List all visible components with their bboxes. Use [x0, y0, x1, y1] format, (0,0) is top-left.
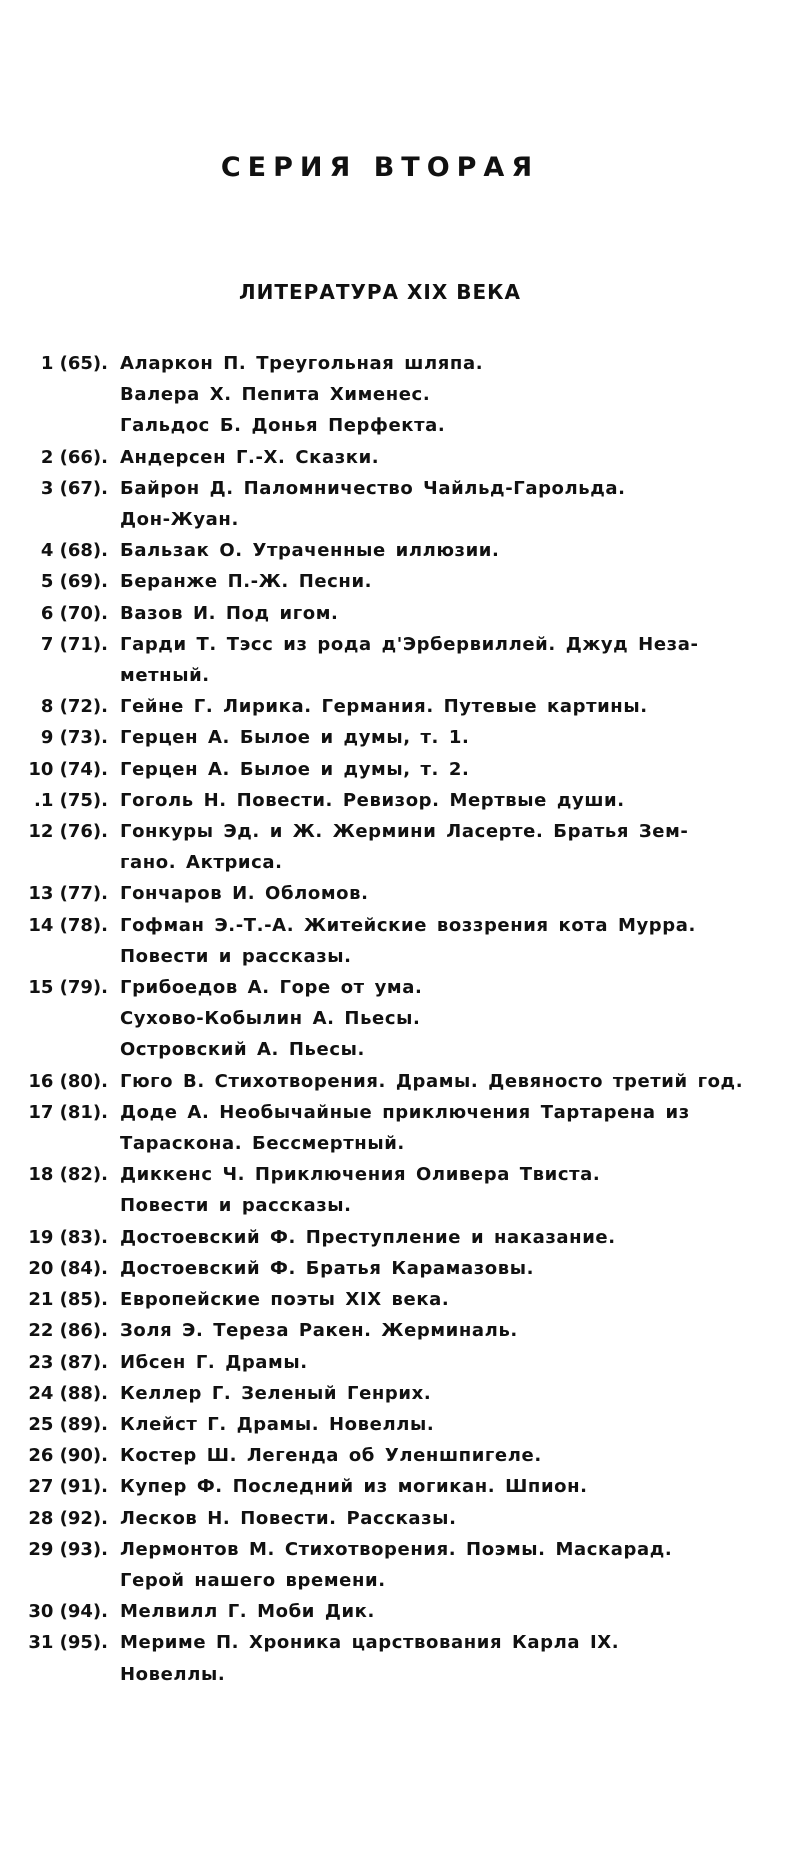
entry-line: Мериме П. Хроника царствования Карла IX.	[120, 1632, 620, 1654]
list-item	[12, 972, 782, 1066]
section-title: ЛИТЕРАТУРА XIX ВЕКА	[239, 280, 521, 304]
entry-line: Гончаров И. Обломов.	[120, 883, 369, 905]
entry-text	[108, 1159, 782, 1221]
list-item	[12, 722, 782, 753]
entry-number: 18 (82).	[28, 1164, 108, 1186]
entry-line: Гарди Т. Тэсс из рода д'Эрбервиллей. Джуд Неза-	[120, 633, 699, 655]
entry-line: Ибсен Г. Драмы.	[120, 1351, 308, 1373]
entry-text	[108, 1253, 782, 1284]
list-item	[12, 473, 782, 535]
entry-text	[108, 1066, 782, 1097]
list-item	[12, 691, 782, 722]
entry-number: 29 (93).	[28, 1538, 108, 1560]
entry-text	[108, 1440, 782, 1471]
entry-text	[108, 1284, 782, 1315]
entry-text	[108, 1627, 782, 1689]
entry-text	[108, 348, 782, 442]
entry-line: Гюго В. Стихотворения. Драмы. Девяносто третий год.	[120, 1070, 744, 1092]
entry-line: Дон-Жуан.	[120, 509, 239, 531]
entry-line: гано. Актриса.	[120, 852, 283, 874]
list-item	[12, 1534, 782, 1596]
entry-line: Гофман Э.-Т.-А. Житейские воззрения кота Мурра.	[120, 914, 696, 936]
entry-line: Достоевский Ф. Братья Карамазовы.	[120, 1257, 535, 1279]
book-list	[12, 348, 782, 1690]
entry-number: .1 (75).	[34, 789, 108, 811]
list-item	[12, 785, 782, 816]
list-item	[12, 878, 782, 909]
entry-line: Беранже П.-Ж. Песни.	[120, 571, 373, 593]
entry-text	[108, 1222, 782, 1253]
entry-number: 14 (78).	[28, 914, 108, 936]
entry-line: Костер Ш. Легенда об Уленшпигеле.	[120, 1445, 542, 1467]
entry-line: Гоголь Н. Повести. Ревизор. Мертвые души.	[120, 789, 625, 811]
list-item	[12, 1503, 782, 1534]
entry-number: 31 (95).	[28, 1632, 108, 1654]
entry-line: Вазов И. Под игом.	[120, 602, 339, 624]
entry-number: 24 (88).	[28, 1382, 108, 1404]
entry-number: 4 (68).	[40, 540, 108, 562]
entry-text	[108, 473, 782, 535]
entry-line: Гонкуры Эд. и Ж. Жермини Ласерте. Братья Зем-	[120, 821, 689, 843]
entry-number: 30 (94).	[28, 1601, 108, 1623]
entry-text	[108, 1378, 782, 1409]
entry-line: Повести и рассказы.	[120, 1195, 352, 1217]
entry-text	[108, 566, 782, 597]
entry-number: 15 (79).	[28, 977, 108, 999]
entry-text	[108, 878, 782, 909]
entry-number: 26 (90).	[28, 1445, 108, 1467]
entry-number: 27 (91).	[28, 1476, 108, 1498]
entry-text	[108, 598, 782, 629]
entry-text	[108, 1409, 782, 1440]
entry-text	[108, 629, 782, 691]
entry-text	[108, 1596, 782, 1627]
entry-number: 19 (83).	[28, 1226, 108, 1248]
list-item	[12, 1471, 782, 1502]
list-item	[12, 442, 782, 473]
entry-line: Герцен А. Былое и думы, т. 2.	[120, 758, 470, 780]
list-item	[12, 1440, 782, 1471]
list-item	[12, 910, 782, 972]
entry-text	[108, 754, 782, 785]
list-item	[12, 754, 782, 785]
entry-text	[108, 1347, 782, 1378]
entry-text	[108, 816, 782, 878]
entry-number: 2 (66).	[40, 446, 108, 468]
entry-number: 7 (71).	[40, 633, 108, 655]
entry-number: 9 (73).	[40, 727, 108, 749]
list-item	[12, 1284, 782, 1315]
list-item	[12, 1159, 782, 1221]
entry-number: 10 (74).	[28, 758, 108, 780]
list-item	[12, 1222, 782, 1253]
entry-text	[108, 1471, 782, 1502]
entry-number: 12 (76).	[28, 821, 108, 843]
entry-line: Валера Х. Пепита Хименес.	[120, 384, 431, 406]
list-item	[12, 1066, 782, 1097]
entry-line: Мелвилл Г. Моби Дик.	[120, 1601, 375, 1623]
entry-line: Новеллы.	[120, 1663, 226, 1685]
entry-text	[108, 1503, 782, 1534]
entry-line: Диккенс Ч. Приключения Оливера Твиста.	[120, 1164, 601, 1186]
entry-number: 17 (81).	[28, 1101, 108, 1123]
entry-number: 5 (69).	[40, 571, 108, 593]
entry-line: Доде А. Необычайные приключения Тартарена из	[120, 1101, 690, 1123]
entry-line: Герцен А. Былое и думы, т. 1.	[120, 727, 470, 749]
entry-line: Тараскона. Бессмертный.	[120, 1133, 405, 1155]
entry-number: 23 (87).	[28, 1351, 108, 1373]
entry-line: Клейст Г. Драмы. Новеллы.	[120, 1413, 435, 1435]
entry-line: Купер Ф. Последний из могикан. Шпион.	[120, 1476, 588, 1498]
entry-text	[108, 535, 782, 566]
entry-number: 25 (89).	[28, 1413, 108, 1435]
entry-number: 21 (85).	[28, 1289, 108, 1311]
entry-line: метный.	[120, 665, 210, 687]
list-item	[12, 535, 782, 566]
entry-line: Андерсен Г.-Х. Сказки.	[120, 446, 380, 468]
entry-line: Лесков Н. Повести. Рассказы.	[120, 1507, 457, 1529]
list-item	[12, 598, 782, 629]
entry-text	[108, 785, 782, 816]
entry-text	[108, 442, 782, 473]
list-item	[12, 1627, 782, 1689]
entry-text	[108, 1534, 782, 1596]
entry-line: Гейне Г. Лирика. Германия. Путевые картины.	[120, 696, 648, 718]
list-item	[12, 1315, 782, 1346]
entry-line: Аларкон П. Треугольная шляпа.	[120, 353, 484, 374]
list-item	[12, 1409, 782, 1440]
entry-line: Грибоедов А. Горе от ума.	[120, 977, 423, 999]
entry-line: Сухово-Кобылин А. Пьесы.	[120, 1008, 421, 1030]
entry-line: Бальзак О. Утраченные иллюзии.	[120, 540, 500, 562]
list-item	[12, 348, 782, 442]
entry-line: Байрон Д. Паломничество Чайльд-Гарольда.	[120, 477, 626, 499]
entry-number: 22 (86).	[28, 1320, 108, 1342]
entry-number: 16 (80).	[28, 1070, 108, 1092]
entry-number: 3 (67).	[40, 477, 108, 499]
list-item	[12, 1596, 782, 1627]
entry-number: 6 (70).	[40, 602, 108, 624]
entry-line: Золя Э. Тереза Ракен. Жерминаль.	[120, 1320, 518, 1342]
list-item	[12, 1097, 782, 1159]
entry-number: 1 (65).	[40, 353, 108, 374]
entry-text	[108, 1097, 782, 1159]
list-item	[12, 629, 782, 691]
entry-line: Достоевский Ф. Преступление и наказание.	[120, 1226, 616, 1248]
entry-text	[108, 1315, 782, 1346]
series-title: СЕРИЯ ВТОРАЯ	[220, 152, 540, 183]
entry-line: Келлер Г. Зеленый Генрих.	[120, 1382, 432, 1404]
list-item	[12, 1347, 782, 1378]
entry-number: 20 (84).	[28, 1257, 108, 1279]
entry-line: Островский А. Пьесы.	[120, 1039, 365, 1061]
list-item	[12, 566, 782, 597]
entry-line: Лермонтов М. Стихотворения. Поэмы. Маскарад.	[120, 1538, 673, 1560]
entry-line: Повести и рассказы.	[120, 945, 352, 967]
entry-line: Гальдос Б. Донья Перфекта.	[120, 415, 446, 437]
list-item	[12, 1253, 782, 1284]
entry-text	[108, 722, 782, 753]
list-item	[12, 816, 782, 878]
entry-text	[108, 972, 782, 1066]
entry-number: 13 (77).	[28, 883, 108, 905]
entry-number: 8 (72).	[40, 696, 108, 718]
entry-number: 28 (92).	[28, 1507, 108, 1529]
entry-line: Герой нашего времени.	[120, 1569, 386, 1591]
entry-text	[108, 910, 782, 972]
entry-text	[108, 691, 782, 722]
list-item	[12, 1378, 782, 1409]
entry-line: Европейские поэты XIX века.	[120, 1289, 450, 1311]
